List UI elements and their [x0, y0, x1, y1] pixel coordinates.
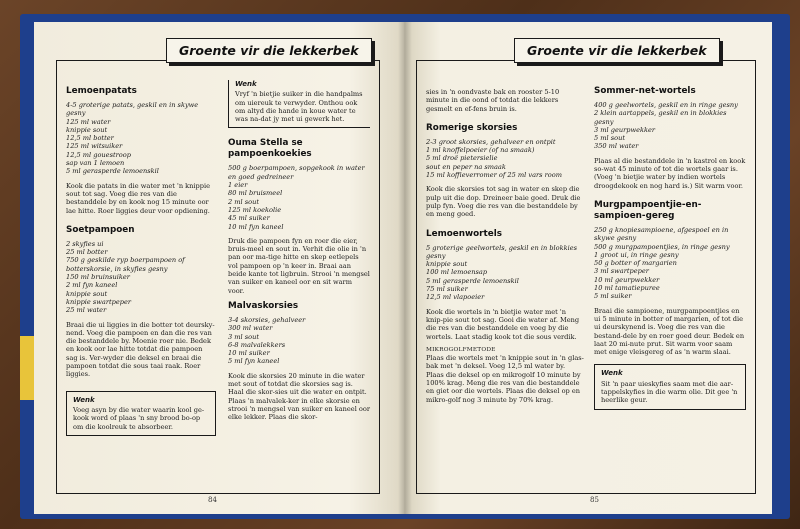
- ingredient-item: 25 ml water: [66, 306, 107, 315]
- ingredient-item: sap van 1 lemoen: [66, 159, 125, 168]
- ingredient-item: 80 ml bruismeel: [228, 189, 283, 198]
- page-header: Groente vir die lekkerbek: [514, 38, 720, 63]
- ingredient-item: 5 ml gerasperde lemoenskil: [426, 276, 519, 285]
- recipe-title: Lemoenwortels: [426, 228, 502, 239]
- ingredient-list: [594, 226, 746, 301]
- tip-box: [66, 391, 216, 436]
- ingredient-item: 2 ml fyn kaneel: [66, 281, 118, 290]
- ingredient-item: 3 ml swartpeper: [594, 267, 649, 276]
- recipe-method: Braai die ui liggies in die botter tot deursky-nend. Voeg die pampoen en dan die res van die bestanddele by. Moenie roer nie. Bedek en kook oor lae hitte totdat die pampoen sag is. Ver-wyder die deksel en braai die pampoen totdat die sous taai raak. Roer liggies.: [66, 320, 215, 379]
- tip-text: Voeg asyn by die water waarin kool ge-kook word of plaas 'n sny brood bo-op om die koolreuk te absorbeer.: [73, 405, 205, 431]
- ingredient-list: [426, 138, 584, 179]
- recipe-title: Murgpampoentjie-en-sampioen-gereg: [594, 199, 702, 221]
- book-gutter: [398, 22, 412, 514]
- ingredient-item: knippie sout: [426, 260, 468, 269]
- left-page: [34, 22, 404, 514]
- page-number: 84: [208, 496, 217, 504]
- recipe-method: Kook die wortels in 'n bietjie water met 'n knip-pie sout tot sag. Gooi die water af. Meng die res van die bestanddele en voeg by die wortels. Laat stadig kook tot die sous verdik.: [426, 307, 580, 341]
- ingredient-item: 75 ml suiker: [426, 285, 468, 294]
- page-header: Groente vir die lekkerbek: [166, 38, 372, 63]
- ingredient-item: 750 g geskilde ryp boerpampoen of botterskorsie, in skyfies gesny: [66, 256, 185, 273]
- tip-box: [228, 80, 370, 128]
- recipe-method: Kook die skorsies 20 minute in die water met sout of totdat die skorsies sag is. Haal die skor-sies uit die water en ontpit. Plaas 'n malvalek-ker in elke skorsie en strooi 'n mengsel van suiker en kaneel oor elke lekker. Plaas die skor-: [228, 371, 371, 422]
- ingredient-item: 5 ml suiker: [594, 292, 632, 301]
- ingredient-item: 5 groterige geelwortels, geskil en in blokkies gesny: [426, 243, 577, 260]
- tip-text: Sit 'n paar uieskyfies saam met die aar-tappelskyfies in die warm olie. Dit gee 'n heerlike geur.: [601, 379, 738, 405]
- tip-title: Wenk: [235, 80, 257, 88]
- ingredient-list: [228, 316, 370, 366]
- ingredient-item: 12,5 ml vlapoeier: [426, 293, 485, 302]
- ingredient-item: 10 ml geurpwekker: [594, 275, 660, 284]
- recipe-method: Plaas al die bestanddele in 'n kastrol en kook so-wat 45 minute of tot die wortels gaar is. (Voeg 'n bietjie water by indien wortels droogdekook en nog hard is.) Sit warm voor.: [594, 156, 746, 190]
- ingredient-item: 250 g knopiesampioene, afgespoel en in skywe gesny: [594, 225, 729, 243]
- ingredient-list: [594, 101, 746, 151]
- right-page: [404, 22, 772, 514]
- ingredient-item: sout en peper na smaak: [426, 162, 506, 171]
- ingredient-item: 2-3 groot skorsies, gehalveer en ontpit: [426, 137, 556, 146]
- ingredient-item: 300 ml water: [228, 324, 273, 333]
- recipe-title: Sommer-net-wortels: [594, 86, 696, 96]
- recipe-title: Ouma Stella se pampoenkoekies: [228, 138, 312, 160]
- ingredient-item: 10 ml fyn kaneel: [228, 222, 284, 231]
- ingredient-item: 2 ml sout: [228, 197, 259, 206]
- ingredient-item: 125 ml koekolie: [228, 205, 282, 214]
- ingredient-list: [228, 164, 370, 230]
- ingredient-list: [66, 101, 216, 176]
- ingredient-item: knippie swartpeper: [66, 297, 132, 306]
- tip-box: [594, 364, 746, 409]
- right-column-2: [594, 80, 746, 410]
- ingredient-item: 350 ml water: [594, 142, 639, 151]
- ingredient-item: 125 ml water: [66, 117, 111, 126]
- ingredient-item: 150 ml bruinsuiker: [66, 273, 130, 282]
- ingredient-item: 1 groot ui, in ringe gesny: [594, 250, 679, 259]
- ingredient-item: 5 ml sout: [594, 134, 625, 143]
- recipe-method: Kook die skorsies tot sag in water en skep die pulp uit die dop. Dreineer baie goed. Druk die pulp fyn. Voeg die res van die bestanddele by en meng goed.: [426, 185, 581, 219]
- ingredient-item: 3 ml sout: [228, 332, 259, 341]
- recipe-method: Druk die pampoen fyn en roer die eier, bruis-meel en sout in. Verhit die olie in 'n pan oor ma-tige hitte en skep eetlepels vol pampoen op 'n keer in. Braai aan beide kante tot ligbruin. Strooi 'n mengsel van suiker en kaneel oor en sit warm voor.: [228, 236, 370, 295]
- ingredient-item: 12,5 ml gouestroop: [66, 150, 131, 159]
- ingredient-item: 1 ml knoffelpoeier (of na smaak): [426, 146, 535, 155]
- continued-text: sies in 'n oondvaste bak en rooster 5-10 minute in die oond of totdat die lekkers gesmelt en ef-fens bruin is.: [426, 88, 560, 113]
- left-column-2: [228, 80, 370, 427]
- recipe-title: Lemoenpatats: [66, 86, 137, 96]
- recipe-title: Soetpampoen: [66, 224, 135, 235]
- ingredient-item: 12,5 ml botter: [66, 134, 114, 143]
- recipe-method: Kook die patats in die water met 'n knippie sout tot sag. Voeg die res van die bestanddele by en kook nog 15 minute oor lae hitte. Roer liggies deur voor opdiening.: [66, 181, 210, 215]
- right-column-1: [426, 88, 584, 409]
- ingredient-item: 50 g botter of margarien: [594, 259, 677, 268]
- bookmark-tab: [20, 336, 34, 400]
- ingredient-item: 10 ml suiker: [228, 349, 270, 358]
- ingredient-item: 4-5 groterige patats, geskil en in skywe gesny: [66, 101, 199, 118]
- tip-title: Wenk: [73, 395, 95, 404]
- ingredient-item: 2 klein aartappels, geskil en in blokkies gesny: [594, 109, 727, 126]
- microwave-method: Plaas die wortels met 'n knippie sout in 'n glas-bak met 'n deksel. Voeg 12,5 ml water by. Plaas die deksel op en mikrogolf 10 minute by 100% krag. Meng die res van die bestanddele en giet oor die wortels. Plaas die deksel op en mikro-golf nog 3 minute by 70% krag.: [426, 354, 584, 404]
- page-number: 85: [590, 496, 599, 504]
- ingredient-item: 5 ml droë pietersielie: [426, 154, 498, 163]
- tip-text: Vryf 'n bietjie suiker in die handpalms om uiereuk te verwyder. Onthou ook om altyd die hande in koue water te was na-dat jy met ui gewerk het.: [235, 90, 363, 124]
- ingredient-item: 5 ml fyn kaneel: [228, 357, 280, 366]
- ingredient-item: 10 ml tamatiepuree: [594, 284, 660, 293]
- tip-title: Wenk: [601, 369, 623, 378]
- ingredient-item: 500 g boerpampoen, sopgekook in water en goed gedreineer: [228, 164, 365, 181]
- ingredient-item: knippie sout: [66, 289, 108, 298]
- ingredient-item: 500 g murgpampoentjies, in ringe gesny: [594, 242, 730, 251]
- recipe-title: Malvaskorsies: [228, 300, 299, 311]
- recipe-method: Braai die sampioene, murgpampoentjies en ui 5 minute in botter of margarien, of tot die ui deurskynend is. Voeg die res van die bestand-dele by en roer goed deur. Bedek en laat 20 mi-nute prut. Sit warm voor saam met enige vleisgereg of as 'n warm slaai.: [594, 306, 745, 357]
- ingredient-item: 125 ml witsuiker: [66, 142, 123, 151]
- recipe-title: Romerige skorsies: [426, 122, 518, 133]
- ingredient-item: 5 ml gerasperde lemoenskil: [66, 167, 159, 176]
- ingredient-item: 3-4 skorsies, gehalveer: [228, 315, 306, 324]
- ingredient-item: 45 ml suiker: [228, 214, 270, 223]
- ingredient-item: 6-8 malvalekkers: [228, 340, 286, 349]
- ingredient-list: [426, 244, 584, 302]
- ingredient-item: 2 skyfies ui: [66, 239, 104, 248]
- ingredient-item: 15 ml koffieverromer of 25 ml vars room: [426, 171, 562, 180]
- microwave-label: MIKROGOLFMETODE: [426, 346, 496, 353]
- ingredient-item: 1 eier: [228, 181, 248, 190]
- ingredient-item: 100 ml lemoensap: [426, 268, 488, 277]
- ingredient-item: 25 ml botter: [66, 248, 108, 257]
- left-column-1: [66, 80, 216, 436]
- ingredient-item: 3 ml geurpwekker: [594, 125, 656, 134]
- ingredient-item: knippie sout: [66, 125, 108, 134]
- ingredient-list: [66, 240, 216, 315]
- ingredient-item: 400 g geelwortels, geskil en in ringe gesny: [594, 101, 738, 109]
